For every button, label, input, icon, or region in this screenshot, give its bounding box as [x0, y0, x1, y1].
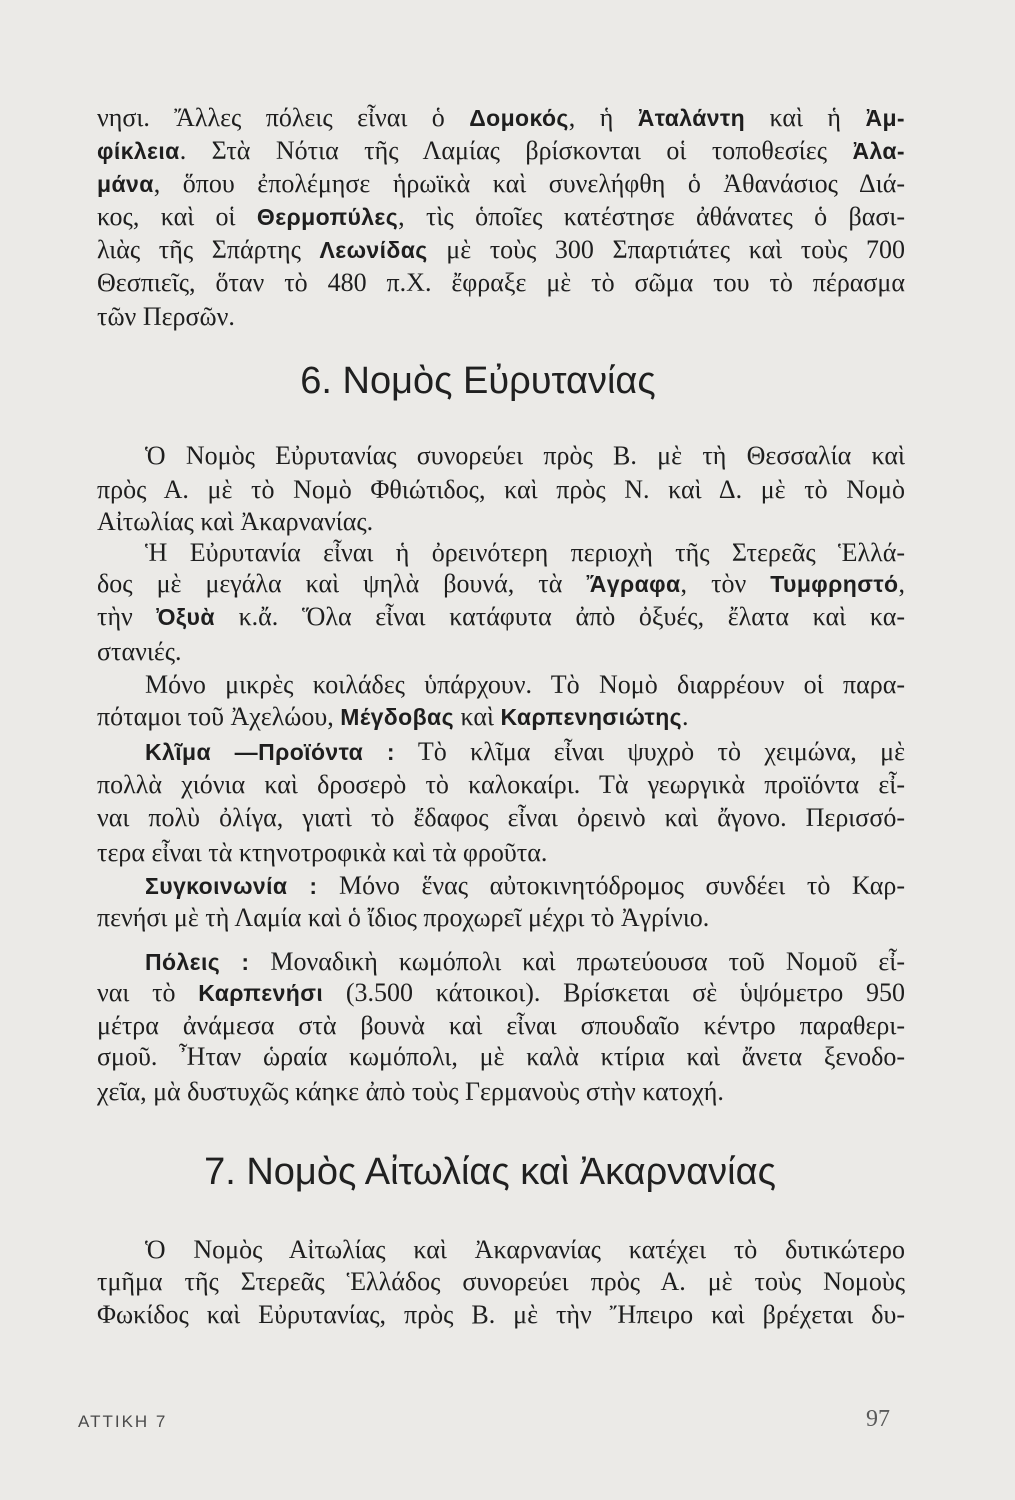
text-line [97, 1009, 905, 1043]
text-run: (3.500 κάτοικοι). Βρίσκεται σὲ ὑψόμετρο 950 [323, 978, 905, 1007]
signature-mark: ΑΤΤΙΚΗ 7 [78, 1412, 168, 1431]
text-run: . Στὰ Νότια τῆς Λαμίας βρίσκονται οἱ τοποθεσίες [179, 136, 853, 165]
text-run: , ἡ [568, 103, 638, 132]
text-run: Ὁ Νομὸς Αἰτωλίας καὶ Ἀκαρνανίας κατέχει τὸ δυτικώτερο [145, 1235, 905, 1264]
text-run: Μοναδικὴ κωμόπολι καὶ πρωτεύουσα τοῦ Νομοῦ εἶ- [249, 947, 906, 976]
text-run: ναι πολὺ ὀλίγα, γιατὶ τὸ ἔδαφος εἶναι ὀρεινὸ καὶ ἄγονο. Περισσό- [97, 803, 905, 832]
text-run: Ἡ Εὐρυτανία εἶναι ἡ ὀρεινότερη περιοχὴ τῆς Στερεᾶς Ἑλλά- [145, 538, 905, 567]
text-line [145, 735, 905, 769]
bold-term: φίκλεια [97, 138, 180, 164]
text-line [145, 668, 905, 702]
text-line [97, 200, 905, 234]
bold-term: Ἀταλάντη [637, 105, 746, 131]
text-line [97, 1265, 905, 1299]
bold-term: Ἀμ- [865, 105, 905, 131]
text-line [145, 945, 905, 979]
page-number: 97 [866, 1406, 890, 1432]
text-run: κος, καὶ οἱ [97, 202, 257, 231]
text-run: πόταμοι τοῦ Ἀχελώου, [97, 702, 341, 731]
text-run: μὲ τοὺς 300 Σπαρτιάτες καὶ τοὺς 700 [427, 235, 905, 264]
bold-term: Τυμφρηστό [770, 571, 899, 597]
text-run: τερα εἶναι τὰ κτηνοτροφικὰ καὶ τὰ φροῦτα. [97, 838, 548, 867]
text-run: ναι τὸ [97, 978, 199, 1007]
text-line [97, 768, 905, 802]
text-line [97, 134, 905, 168]
bold-term: μάνα [97, 171, 154, 197]
text-run: Φωκίδος καὶ Εὐρυτανίας, πρὸς Β. μὲ τὴν Ἤπειρο καὶ βρέχεται δυ- [97, 1300, 905, 1329]
text-run: νησι. Ἄλλες πόλεις εἶναι ὁ [97, 103, 470, 132]
text-run: καὶ [453, 702, 501, 731]
text-line [97, 700, 905, 734]
text-line [145, 536, 905, 570]
text-run: τῶν Περσῶν. [97, 302, 235, 331]
text-run: τμῆμα τῆς Στερεᾶς Ἑλλάδος συνορεύει πρὸς Α. μὲ τοὺς Νομοὺς [97, 1267, 905, 1296]
bold-term: Λεωνίδας [319, 237, 428, 263]
text-line [97, 473, 905, 507]
text-line [97, 836, 905, 870]
text-run: Ὁ Νομὸς Εὐρυτανίας συνορεύει πρὸς Β. μὲ τὴ Θεσσαλία καὶ [145, 441, 905, 470]
text-run: , τὸν [680, 569, 771, 598]
text-line [97, 1040, 905, 1074]
text-run: Μόνο μικρὲς κοιλάδες ὑπάρχουν. Τὸ Νομὸ διαρρέουν οἱ παρα- [145, 670, 905, 699]
text-run: σμοῦ. Ἦταν ὡραία κωμόπολι, μὲ καλὰ κτίρια καὶ ἄνετα ξενοδο- [97, 1042, 905, 1071]
text-line [97, 1298, 905, 1332]
text-run: χεῖα, μὰ δυστυχῶς κάηκε ἀπὸ τοὺς Γερμανοὺς στὴν κατοχή. [97, 1077, 724, 1106]
text-line [97, 901, 905, 935]
bold-term: Καρπενήσι [198, 980, 324, 1006]
text-run: κ.ἄ. Ὅλα εἶναι κατάφυτα ἀπὸ ὀξυές, ἔλατα καὶ κα- [214, 602, 905, 631]
text-line [97, 1075, 905, 1109]
bold-term: Κλῖμα —Προϊόντα : [145, 739, 395, 765]
bold-term: Μέγδοβας [340, 704, 454, 730]
text-line [145, 1233, 905, 1267]
text-run: Τὸ κλῖμα εἶναι ψυχρὸ τὸ χειμώνα, μὲ [394, 737, 905, 766]
text-run: καὶ ἡ [745, 103, 866, 132]
text-run: Μόνο ἕνας αὐτοκινητόδρομος συνδέει τὸ Καρ- [317, 871, 905, 900]
text-line [97, 505, 905, 539]
text-run: πενήσι μὲ τὴ Λαμία καὶ ὁ ἴδιος προχωρεῖ μέχρι τὸ Ἀγρίνιο. [97, 903, 710, 932]
text-run: , τὶς ὁποῖες κατέστησε ἀθάνατες ὁ βασι- [398, 202, 905, 231]
bold-term: Πόλεις : [145, 949, 250, 975]
bold-term: Ὀξυὰ [156, 604, 215, 630]
text-run: τὴν [97, 602, 157, 631]
text-run: Αἰτωλίας καὶ Ἀκαρνανίας. [97, 507, 374, 536]
text-line [97, 167, 905, 201]
text-line [145, 439, 905, 473]
section-heading: 7. Νομὸς Αἰτωλίας καὶ Ἀκαρνανίας [204, 1151, 776, 1193]
text-line [97, 976, 905, 1010]
text-line [97, 801, 905, 835]
text-run: , [898, 569, 905, 598]
text-run: στανιές. [97, 637, 182, 666]
text-line [97, 567, 905, 601]
text-line [97, 101, 905, 135]
text-run: , ὅπου ἐπολέμησε ἡρωϊκὰ καὶ συνελήφθη ὁ Ἀθανάσιος Διά- [153, 169, 905, 198]
bold-term: Καρπενησιώτης [500, 704, 683, 730]
text-line [145, 869, 905, 903]
text-line [97, 233, 905, 267]
text-line [97, 600, 905, 634]
text-run: μέτρα ἀνάμεσα στὰ βουνὰ καὶ εἶναι σπουδαῖο κέντρο παραθερι- [97, 1011, 905, 1040]
bold-term: Συγκοινωνία : [145, 873, 318, 899]
bold-term: Θερμοπύλες [256, 204, 399, 230]
text-line [97, 635, 905, 669]
bold-term: Ἄγραφα [586, 571, 681, 597]
text-run: λιὰς τῆς Σπάρτης [97, 235, 320, 264]
text-run: . [682, 702, 689, 731]
bold-term: Ἀλα- [852, 138, 905, 164]
text-run: πρὸς Α. μὲ τὸ Νομὸ Φθιώτιδος, καὶ πρὸς Ν. καὶ Δ. μὲ τὸ Νομὸ [97, 475, 905, 504]
text-run: πολλὰ χιόνια καὶ δροσερὸ τὸ καλοκαίρι. Τὰ γεωργικὰ προϊόντα εἶ- [97, 770, 905, 799]
text-run: δος μὲ μεγάλα καὶ ψηλὰ βουνά, τὰ [97, 569, 587, 598]
bold-term: Δομοκός [469, 105, 569, 131]
text-line [97, 266, 905, 300]
text-line [97, 300, 905, 334]
text-run: Θεσπιεῖς, ὅταν τὸ 480 π.Χ. ἔφραξε μὲ τὸ σῶμα του τὸ πέρασμα [97, 268, 905, 297]
section-heading: 6. Νομὸς Εὐρυτανίας [300, 360, 656, 402]
